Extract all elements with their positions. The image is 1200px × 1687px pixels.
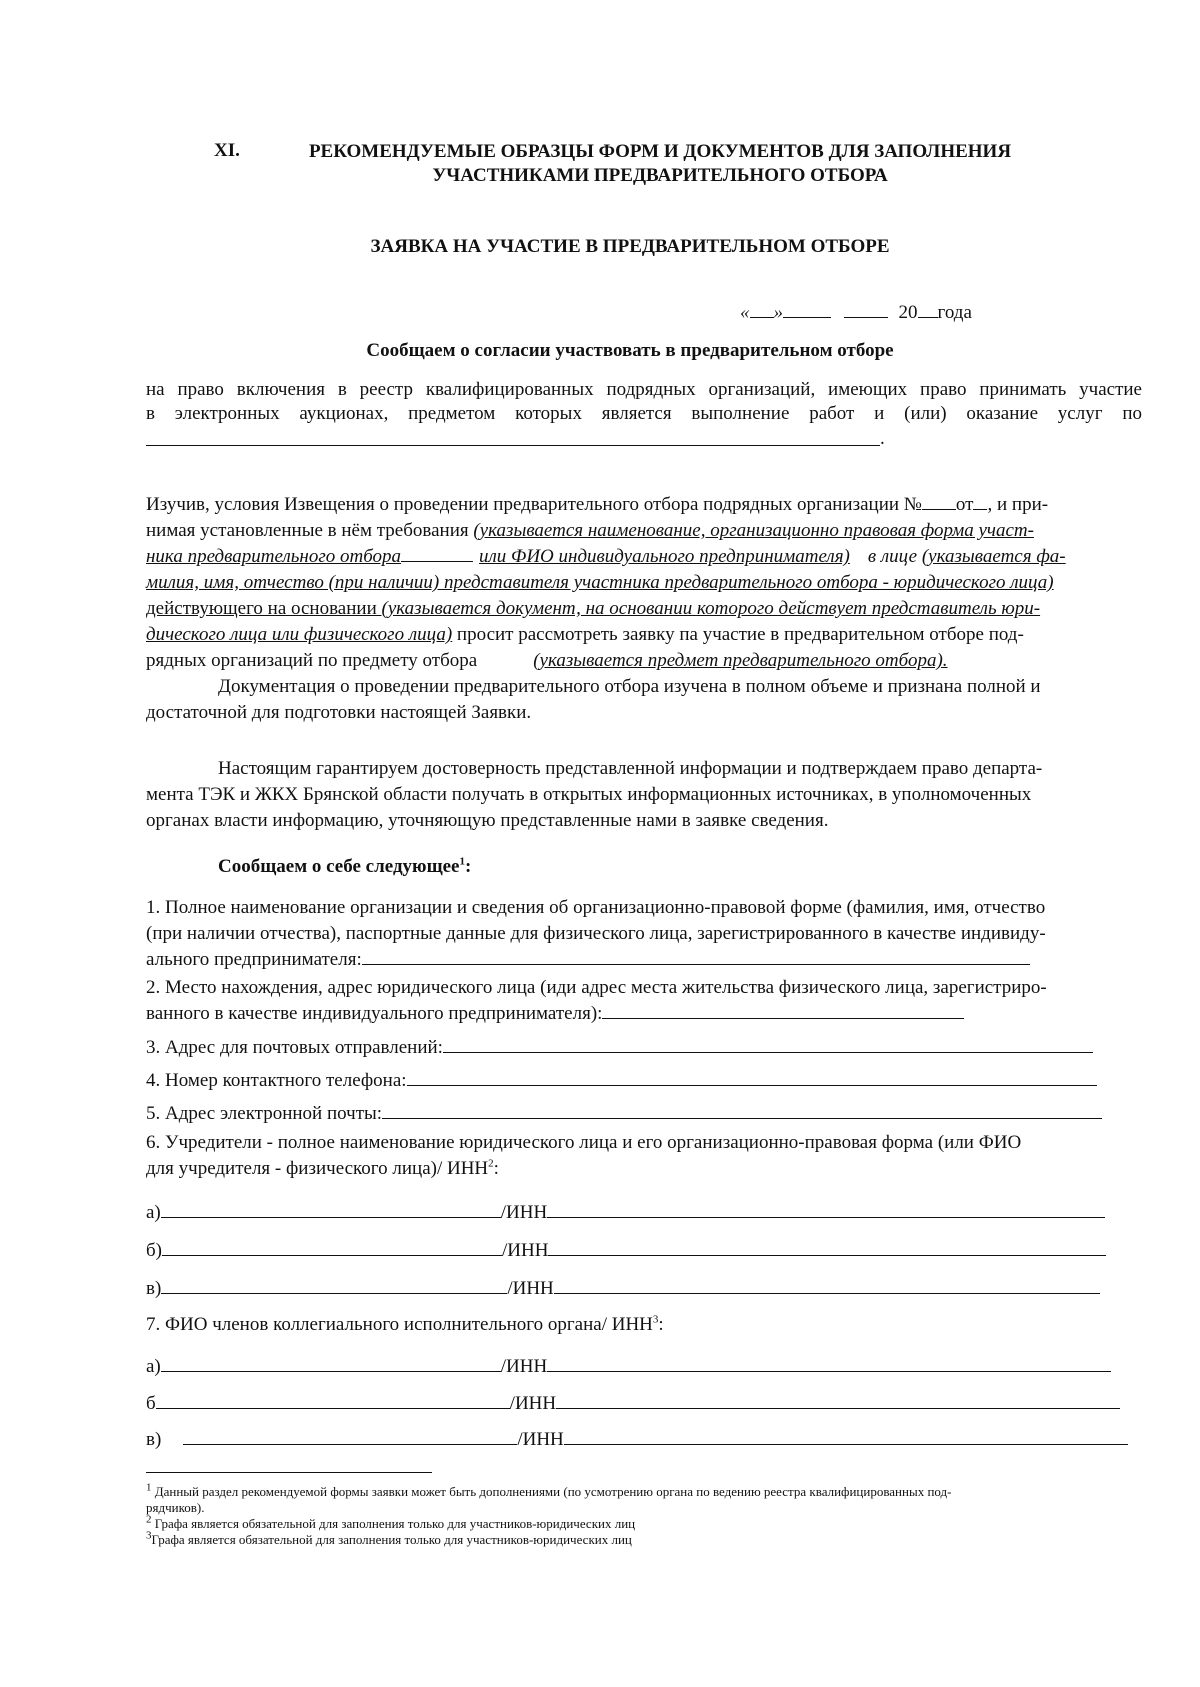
month-field[interactable] bbox=[783, 300, 831, 318]
notice-number-field[interactable] bbox=[922, 492, 956, 510]
founder-inn-label: /ИНН bbox=[500, 1202, 548, 1223]
email-field[interactable] bbox=[382, 1101, 1102, 1119]
intro-line2: в электронных аукционах, предметом которых является выполнение работ и (или) оказание услуг по bbox=[146, 403, 1142, 424]
founder-inn-label: /ИНН bbox=[502, 1240, 549, 1261]
founder-row bbox=[146, 1276, 1100, 1300]
footnote-1: $^1$ Данный раздел рекомендуемой формы заявки может быть дополнениями (по усмотрению органа по ведению реестра квалифицированных под- bbox=[146, 1481, 952, 1499]
study-line2: нимая установленные в нём требования (указывается наименование, организационно правовая форма участ- bbox=[146, 520, 1034, 541]
footnote-2: $^2$ Графа является обязательной для заполнения только для участников-юридических лиц bbox=[146, 1513, 636, 1531]
intro-paragraph bbox=[146, 378, 1142, 426]
study-line5: действующего на основании (указывается документ, на основании которого действует представитель юри- bbox=[146, 598, 1041, 619]
guarantee-line2: мента ТЭК и ЖКХ Брянской области получать в открытых информационных источниках, в уполномоченных bbox=[146, 784, 1032, 805]
item-7: 7. ФИО членов коллегиального исполнительного органа/ ИНН$^3$: bbox=[146, 1313, 664, 1335]
member-inn-field[interactable] bbox=[556, 1391, 1120, 1409]
month-field-2[interactable] bbox=[844, 300, 888, 318]
member-name-field[interactable] bbox=[156, 1391, 510, 1409]
member-label: б bbox=[146, 1393, 156, 1414]
section-number: XI. bbox=[214, 140, 240, 161]
study-line7: рядных организаций по предмету отбора (указывается предмет предварительного отбора). bbox=[146, 650, 948, 671]
study-line9: достаточной для подготовки настоящей Заявки. bbox=[146, 702, 532, 723]
member-name-field[interactable] bbox=[161, 1354, 501, 1372]
study-paragraph bbox=[146, 492, 1142, 726]
year-prefix: 20 bbox=[898, 302, 918, 323]
founder-label: в) bbox=[146, 1278, 162, 1299]
founder-row bbox=[146, 1200, 1105, 1224]
founder-inn-label: /ИНН bbox=[507, 1278, 554, 1299]
member-inn-field[interactable] bbox=[547, 1354, 1111, 1372]
about-heading: Сообщаем о себе следующее$^1$: bbox=[218, 855, 472, 877]
work-subject-field[interactable] bbox=[146, 445, 880, 446]
study-line3: ника предварительного отбора или ФИО индивидуального предпринимателя) в лице (указывается фа- bbox=[146, 546, 1066, 567]
document-title: ЗАЯВКА НА УЧАСТИЕ В ПРЕДВАРИТЕЛЬНОМ ОТБОРЕ bbox=[370, 236, 890, 257]
founder-inn-field[interactable] bbox=[554, 1276, 1100, 1294]
date-open-quote: « bbox=[740, 302, 750, 323]
year-suffix: года bbox=[937, 302, 972, 323]
study-line6: дического лица или физического лица) просит рассмотреть заявку па участие в предварительном отборе под- bbox=[146, 624, 1024, 645]
founder-inn-field[interactable] bbox=[547, 1200, 1105, 1218]
item-3: 3. Адрес для почтовых отправлений: bbox=[146, 1035, 1093, 1059]
date-close-quote: » bbox=[773, 302, 783, 323]
member-label: в) bbox=[146, 1429, 162, 1450]
intro-line1: на право включения в реестр квалифицированных подрядных организаций, имеющих право принимать участие bbox=[146, 379, 1142, 400]
founder-name-field[interactable] bbox=[161, 1276, 507, 1294]
member-label: а) bbox=[146, 1356, 161, 1377]
intro-end: . bbox=[880, 428, 885, 449]
member-row bbox=[146, 1391, 1120, 1415]
day-field[interactable] bbox=[750, 300, 774, 318]
member-row bbox=[146, 1354, 1111, 1378]
member-row bbox=[146, 1427, 1128, 1451]
date-line bbox=[740, 300, 972, 324]
founder-row bbox=[146, 1238, 1106, 1262]
member-inn-field[interactable] bbox=[564, 1427, 1128, 1445]
founder-name-field[interactable] bbox=[162, 1238, 502, 1256]
postal-address-field[interactable] bbox=[443, 1035, 1093, 1053]
phone-field[interactable] bbox=[407, 1068, 1097, 1086]
founder-name-field[interactable] bbox=[161, 1200, 501, 1218]
member-inn-label: /ИНН bbox=[517, 1429, 564, 1450]
legal-address-field[interactable] bbox=[602, 1001, 964, 1019]
footnotes bbox=[146, 1481, 1142, 1548]
guarantee-line1: Настоящим гарантируем достоверность представленной информации и подтверждаем право департа- bbox=[218, 758, 1043, 779]
founder-label: а) bbox=[146, 1202, 161, 1223]
section-title-line2: УЧАСТНИКАМИ ПРЕДВАРИТЕЛЬНОГО ОТБОРА bbox=[432, 165, 888, 186]
founder-label: б) bbox=[146, 1240, 162, 1261]
section-title-line1: РЕКОМЕНДУЕМЫЕ ОБРАЗЦЫ ФОРМ И ДОКУМЕНТОВ ДЛЯ ЗАПОЛНЕНИЯ bbox=[308, 141, 1012, 162]
item-6: 6. Учредители - полное наименование юридического лица и его организационно-правовая форма (или ФИО для учредителя - физического лица)/ ИНН$^2$: bbox=[146, 1132, 1022, 1179]
guarantee-line3: органах власти информацию, уточняющую представленные нами в заявке сведения. bbox=[146, 810, 829, 831]
study-line8: Документация о проведении предварительного отбора изучена в полном объеме и признана полной и bbox=[218, 676, 1041, 697]
notice-date-field[interactable] bbox=[973, 492, 987, 510]
member-inn-label: /ИНН bbox=[509, 1393, 557, 1414]
item-4: 4. Номер контактного телефона: bbox=[146, 1068, 1097, 1092]
study-line1: Изучив, условия Извещения о проведении предварительного отбора подрядных организации № от , и при- bbox=[146, 494, 1049, 515]
footnote-3: $^3$Графа является обязательной для заполнения только для участников-юридических лиц bbox=[146, 1529, 632, 1547]
year-field[interactable] bbox=[918, 300, 938, 318]
founder-inn-field[interactable] bbox=[548, 1238, 1106, 1256]
section-title bbox=[270, 140, 1050, 188]
member-name-field[interactable] bbox=[183, 1427, 517, 1445]
item-2: 2. Место нахождения, адрес юридического лица (иди адрес места жительства физического лица, зарегистриро- ванного в качестве индивидуального предпринимателя): bbox=[146, 977, 1047, 1024]
guarantee-paragraph bbox=[146, 756, 1142, 834]
member-inn-label: /ИНН bbox=[500, 1356, 548, 1377]
org-name-field[interactable] bbox=[362, 947, 1030, 965]
item-1: 1. Полное наименование организации и сведения об организационно-правовой форме (фамилия, имя, отчество (при наличии отчества), паспортные данные для физического лица, зарегистрированного в качестве индивиду- ального предпринимателя: bbox=[146, 897, 1046, 970]
footnote-separator bbox=[146, 1472, 432, 1473]
footnote-1-cont: рядчиков). bbox=[146, 1500, 205, 1515]
item-5: 5. Адрес электронной почты: bbox=[146, 1101, 1102, 1125]
consent-heading: Сообщаем о согласии участвовать в предварительном отборе bbox=[366, 340, 894, 361]
study-line4: милия, имя, отчество (при наличии) представителя участника предварительного отбора - юридического лица) bbox=[146, 572, 1054, 593]
